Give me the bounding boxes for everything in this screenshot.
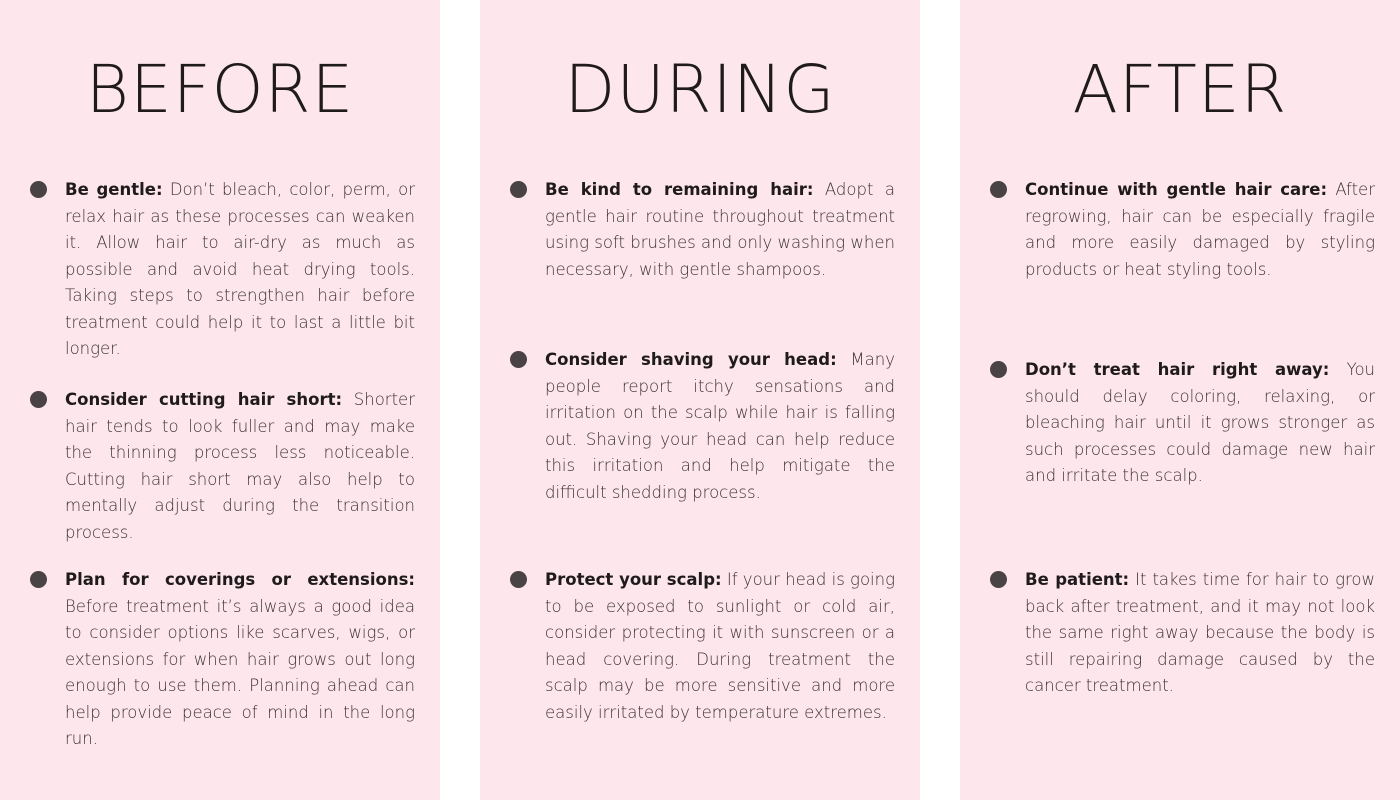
- tip-text: [1025, 177, 1375, 283]
- tip-body: You should delay coloring, relaxing, or bleaching hair until it grows stronger as such processes could damage new hair and irritate the scalp.: [1025, 360, 1376, 485]
- during-tip-shaving: [510, 347, 895, 506]
- tip-text: [545, 347, 895, 506]
- tip-heading: Continue with gentle hair care:: [1025, 180, 1328, 199]
- after-title: AFTER: [1072, 51, 1288, 128]
- tip-body: Before treatment it’s always a good idea to consider options like scarves, wigs, or extensions for when hair grows out long enough to use them. Planning ahead can help provide peace of mind in the long run.: [65, 596, 415, 748]
- before-tip-coverings: [30, 567, 415, 753]
- bullet-icon: [990, 571, 1007, 588]
- tip-body: It takes time for hair to grow back after treatment, and it may not look the same right away because the body is still repairing damage caused by the cancer treatment.: [1025, 570, 1375, 695]
- before-panel: [0, 0, 440, 800]
- tip-body: Shorter hair tends to look fuller and may make the thinning process less noticeable. Cutting hair short may also help to mentally adjust during the transition process.: [65, 390, 415, 542]
- after-tip-gentle-care: [990, 177, 1375, 283]
- tip-text: [1025, 357, 1375, 490]
- tip-heading: Consider cutting hair short:: [65, 390, 343, 409]
- bullet-icon: [30, 181, 47, 198]
- bullet-icon: [30, 571, 47, 588]
- during-panel: [480, 0, 920, 800]
- tip-heading: Consider shaving your head:: [545, 350, 837, 369]
- tip-heading: Protect your scalp:: [545, 570, 722, 589]
- bullet-icon: [510, 571, 527, 588]
- tip-body: If your head is going to be exposed to sunlight or cold air, consider protecting it with sunscreen or a head covering. During treatment the scalp may be more sensitive and more easily irritated by temperature extremes.: [545, 570, 895, 722]
- after-tip-be-patient: [990, 567, 1375, 700]
- tip-body: After regrowing, hair can be especially fragile and more easily damaged by styling products or heat styling tools.: [1025, 180, 1375, 279]
- tip-text: [65, 387, 415, 546]
- bullet-icon: [990, 181, 1007, 198]
- during-tip-be-kind: [510, 177, 895, 283]
- tip-heading: Be kind to remaining hair:: [545, 180, 814, 199]
- bullet-icon: [510, 351, 527, 368]
- before-tip-be-gentle: [30, 177, 415, 363]
- during-title: DURING: [564, 51, 836, 128]
- tip-heading: Plan for coverings or extensions:: [65, 570, 415, 589]
- tip-body: Adopt a gentle hair routine throughout treatment using soft brushes and only washing when necessary, with gentle shampoos.: [545, 180, 895, 279]
- tip-body: Many people report itchy sensations and irritation on the scalp while hair is falling out. Shaving your head can help reduce this irritation and help mitigate the difficult shedding process.: [545, 350, 895, 502]
- bullet-icon: [510, 181, 527, 198]
- tip-heading: Be patient:: [1025, 570, 1130, 589]
- tip-heading: Be gentle:: [65, 180, 163, 199]
- before-title: BEFORE: [85, 51, 355, 128]
- tip-text: [545, 567, 895, 726]
- after-panel: [960, 0, 1400, 800]
- before-tip-cut-short: [30, 387, 415, 546]
- tip-text: [545, 177, 895, 283]
- after-tip-dont-treat: [990, 357, 1375, 490]
- tip-text: [1025, 567, 1375, 700]
- tip-body: Don’t bleach, color, perm, or relax hair as these processes can weaken it. Allow hair to air-dry as much as possible and avoid heat drying tools. Taking steps to strengthen hair before treatment could help it to last a little bit longer.: [65, 180, 416, 358]
- tip-heading: Don’t treat hair right away:: [1025, 360, 1330, 379]
- during-tip-protect-scalp: [510, 567, 895, 726]
- bullet-icon: [990, 361, 1007, 378]
- tip-text: [65, 177, 415, 363]
- bullet-icon: [30, 391, 47, 408]
- tip-text: [65, 567, 415, 753]
